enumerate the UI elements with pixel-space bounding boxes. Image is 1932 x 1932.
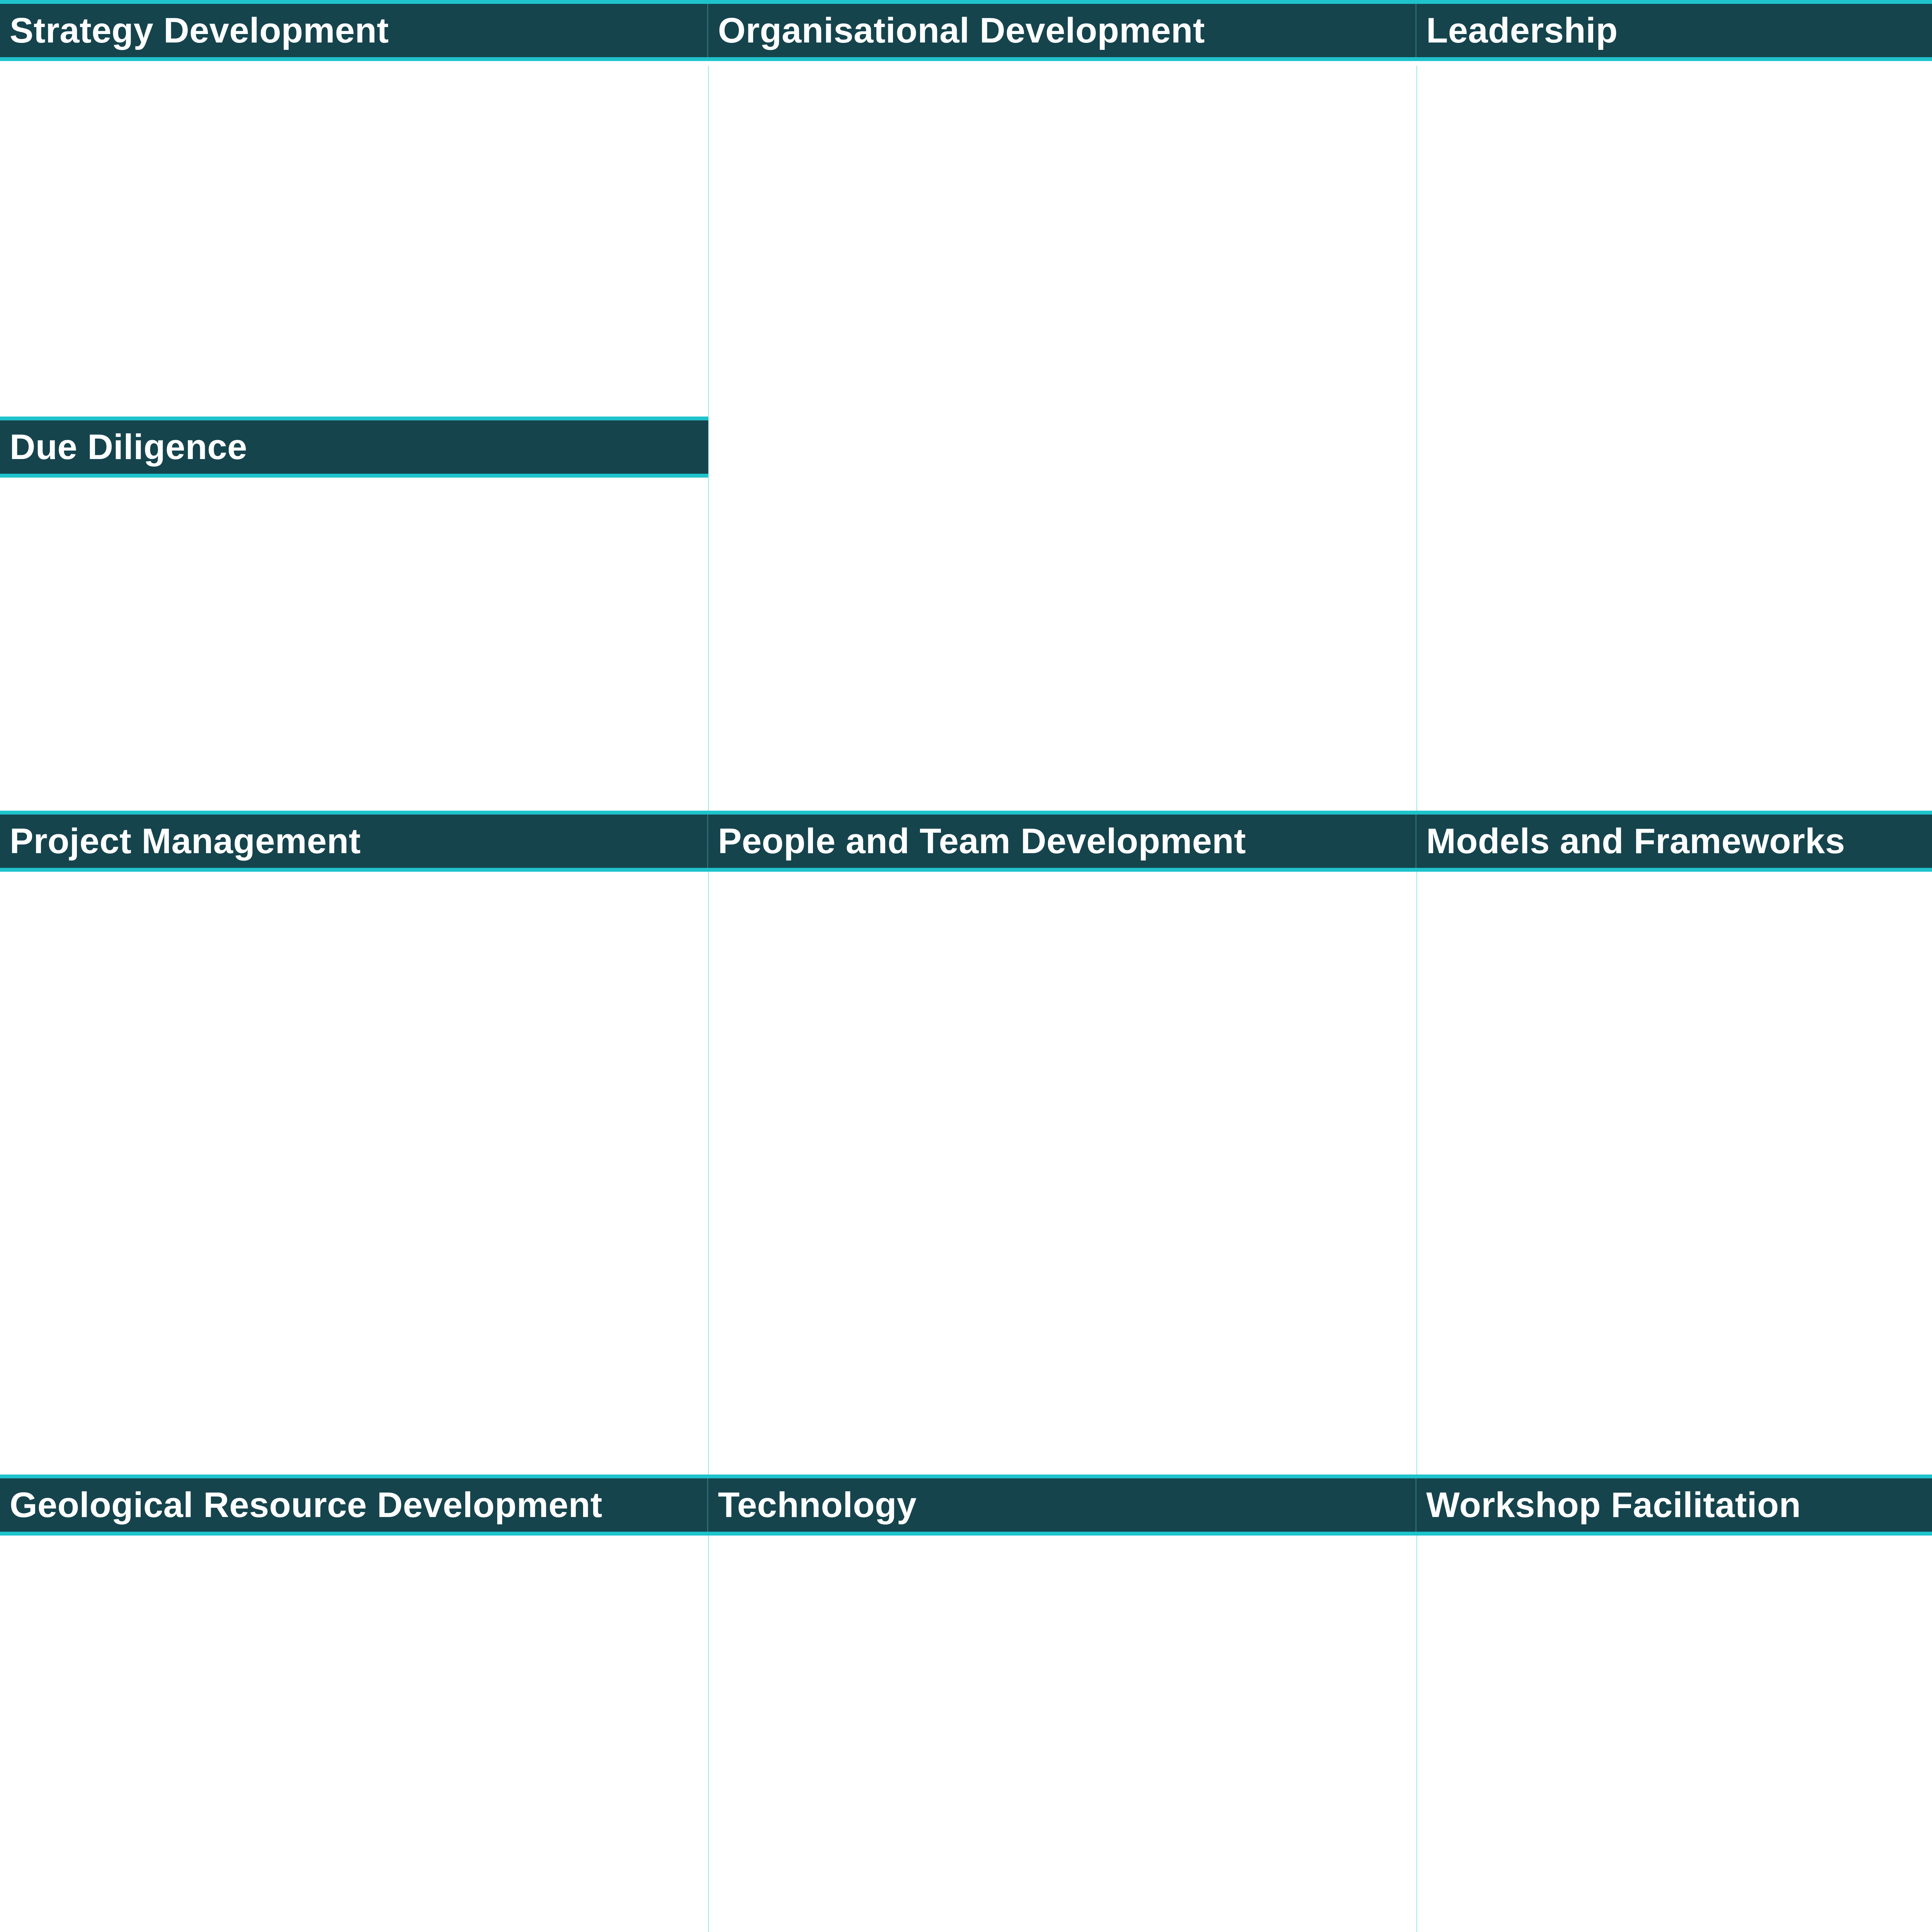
section-header-organisational-development <box>708 0 1417 61</box>
section-title: Leadership <box>1426 10 1618 50</box>
section-header-due-diligence <box>0 417 708 478</box>
section-header-workshop-facilitation <box>1417 1475 1932 1536</box>
section-header-technology <box>708 1475 1417 1536</box>
section-body-workshop-facilitation <box>1417 1536 1932 1932</box>
section-body-project-management <box>0 872 708 1475</box>
section-title: Technology <box>718 1485 917 1525</box>
section-body-due-diligence <box>0 478 708 811</box>
section-body-models-and-frameworks <box>1417 872 1932 1475</box>
section-title: Organisational Development <box>718 10 1205 50</box>
section-body-leadership <box>1417 61 1932 811</box>
section-title: People and Team Development <box>718 821 1246 861</box>
section-title: Project Management <box>10 821 361 861</box>
section-body-strategy-development <box>0 61 708 417</box>
section-title: Workshop Facilitation <box>1426 1485 1801 1525</box>
section-header-leadership <box>1417 0 1932 61</box>
section-header-strategy-development <box>0 0 708 61</box>
section-title: Strategy Development <box>10 10 389 50</box>
section-title: Models and Frameworks <box>1426 821 1845 861</box>
section-header-models-and-frameworks <box>1417 811 1932 872</box>
section-body-people-and-team-development <box>709 872 1416 1475</box>
section-title: Geological Resource Development <box>10 1485 602 1525</box>
section-header-geological-resource-development <box>0 1475 708 1536</box>
section-body-geological-resource-development <box>0 1536 708 1932</box>
section-header-people-and-team-development <box>708 811 1417 872</box>
section-title: Due Diligence <box>10 427 247 467</box>
section-header-project-management <box>0 811 708 872</box>
section-body-organisational-development <box>709 61 1416 811</box>
section-body-technology <box>709 1536 1416 1932</box>
